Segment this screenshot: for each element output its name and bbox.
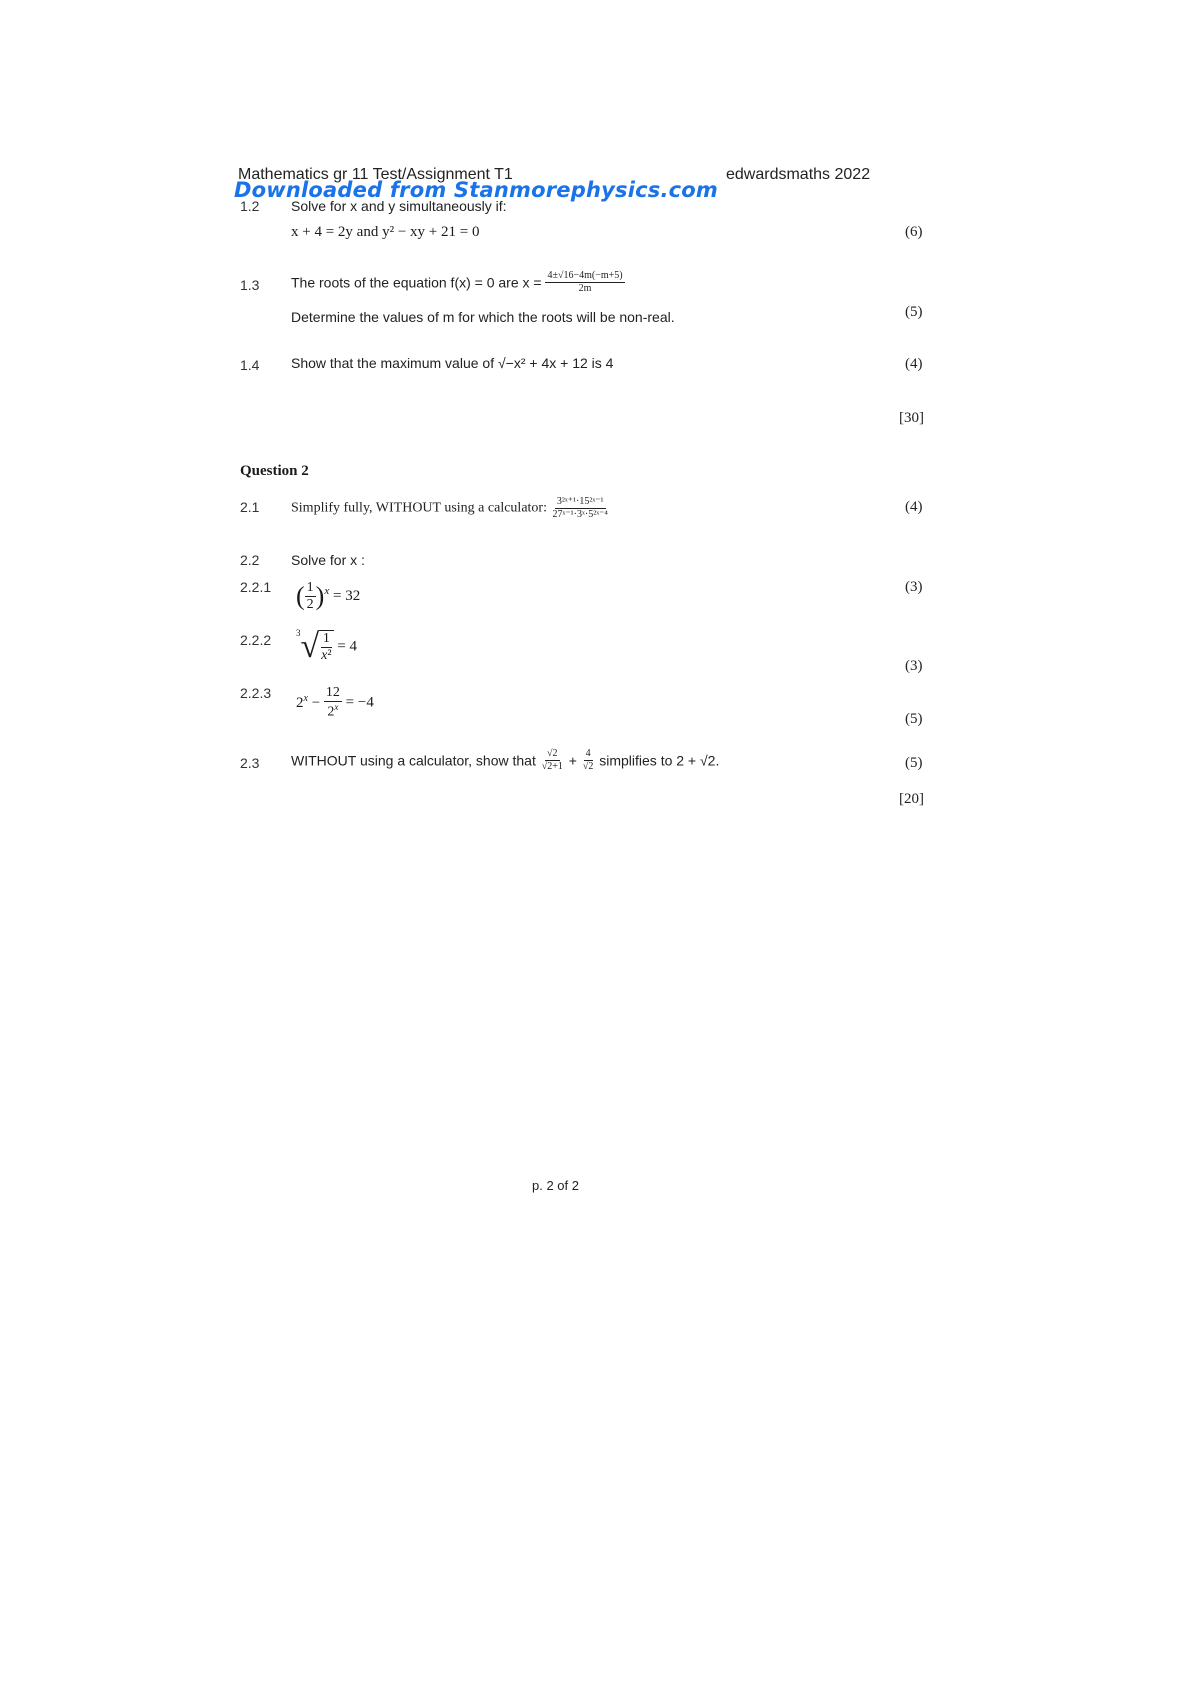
marks: (5): [905, 755, 923, 771]
marks: (3): [905, 579, 923, 595]
equation: $^3$√ $\frac{1}{\text{x²}}$ = 4: [296, 628, 358, 665]
roots-fraction: $\frac{4\pm√16-4m(-m+5)}{2m}$: [547, 270, 623, 294]
question-number: 1.4: [240, 357, 260, 373]
question-number: 2.3: [240, 755, 260, 771]
question-text: The roots of the equation f(x) = 0 are x = $\frac{4\pm√16-4m(-m+5)}{2m}$: [291, 270, 623, 294]
marks: (5): [905, 711, 923, 727]
question-heading: Question 2: [240, 463, 309, 479]
equation: ( $\frac{1}{2}$ )$^x$ = 32: [296, 580, 361, 612]
exponent-fraction: $\frac{\text{3²ˣ⁺¹·15²ˣ⁻¹}}{\text{27ˣ⁻¹·3ˣ·5²ˣ⁻⁴}}$: [552, 496, 608, 520]
question-number: 2.1: [240, 499, 260, 515]
question-text: Show that the maximum value of √−x² + 4x + 12 is 4: [291, 355, 614, 371]
page-number: p. 2 of 2: [532, 1178, 579, 1193]
question-text: Determine the values of m for which the roots will be non-real.: [291, 309, 675, 325]
document-title: Mathematics gr 11 Test/Assignment T1: [238, 166, 513, 183]
question-number: 1.2: [240, 198, 260, 214]
question-text: WITHOUT using a calculator, show that $\frac{√2}{√2+1}$ + $\frac{4}{√2}$ simplifies to 2 + √2.: [291, 748, 720, 772]
marks: (4): [905, 356, 923, 372]
section-total: [20]: [899, 791, 924, 807]
question-number: 2.2.3: [240, 685, 272, 701]
marks: (6): [905, 224, 923, 240]
question-number: 2.2.1: [240, 579, 272, 595]
question-text: Solve for x and y simultaneously if:: [291, 198, 507, 214]
question-number: 2.2.2: [240, 632, 272, 648]
marks: (3): [905, 658, 923, 674]
equation: $2^x$ − $\frac{12}{2^x}$ = −4: [296, 685, 374, 720]
marks: (4): [905, 499, 923, 515]
question-text: Simplify fully, WITHOUT using a calculator: $\frac{\text{3²ˣ⁺¹·15²ˣ⁻¹}}{\text{27ˣ⁻¹·3ˣ·5²ˣ⁻⁴}}$: [291, 496, 608, 520]
marks: (5): [905, 304, 923, 320]
section-total: [30]: [899, 410, 924, 426]
question-text: Solve for x :: [291, 552, 365, 568]
watermark: Downloaded from Stanmorephysics.com: [234, 178, 718, 202]
equation: x + 4 = 2y and y² − xy + 21 = 0: [291, 224, 480, 240]
question-number: 1.3: [240, 277, 260, 293]
document-source: edwardsmaths 2022: [726, 166, 871, 183]
question-number: 2.2: [240, 552, 260, 568]
